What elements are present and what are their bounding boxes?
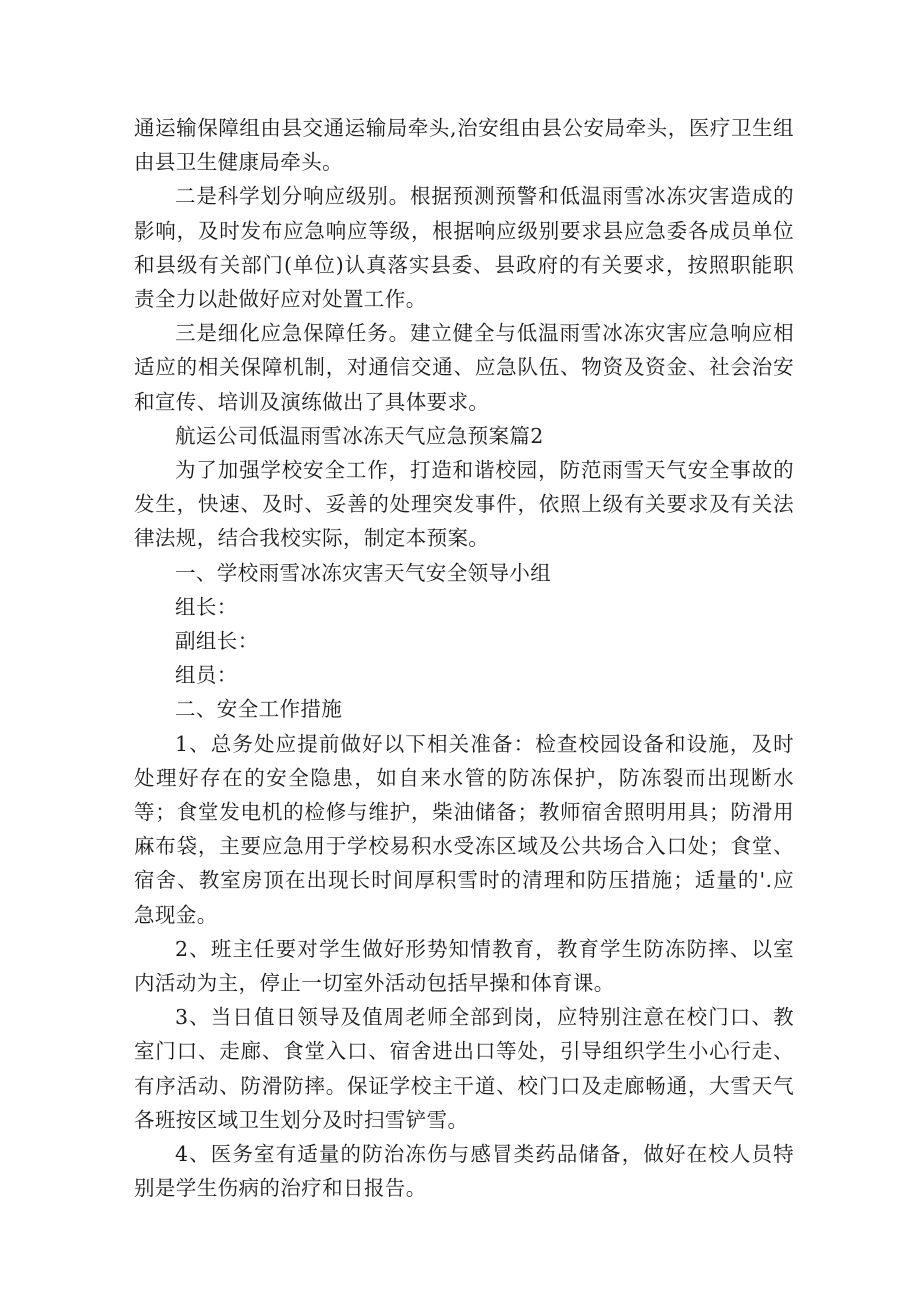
section-heading-plan-2: 航运公司低温雨雪冰冻天气应急预案篇2: [175, 423, 544, 448]
line-members: 组员：: [175, 663, 238, 688]
measure-item-3: 3、当日值日领导及值周老师全部到岗，应特别注意在校门口、教室门口、走廊、食堂入口、宿舍进出口等处，引导组织学生小心行走、有序活动、防滑防摔。保证学校主干道、校门口及走廊畅通，大雪天气各班按区域卫生划分及时扫雪铲雪。: [134, 1005, 794, 1132]
line-deputy-leader: 副组长：: [175, 629, 259, 654]
paragraph-response-levels: 二是科学划分响应级别。根据预测预警和低温雨雪冰冻灾害造成的影响，及时发布应急响应等级，根据响应级别要求县应急委各成员单位和县级有关部门(单位)认真落实县委、县政府的有关要求，按照职能职责全力以赴做好应对处置工作。: [134, 184, 794, 312]
measure-item-4: 4、医务室有适量的防治冻伤与感冒类药品储备，做好在校人员特别是学生伤病的治疗和日报告。: [134, 1142, 794, 1201]
line-group-leader: 组长：: [175, 594, 238, 619]
measure-item-2: 2、班主任要对学生做好形势知情教育，教育学生防冻防摔、以室内活动为主，停止一切室外活动包括早操和体育课。: [134, 936, 794, 996]
measure-item-1: 1、总务处应提前做好以下相关准备：检查校园设备和设施，及时处理好存在的安全隐患，如自来水管的防冻保护，防冻裂而出现断水等；食堂发电机的检修与维护，柴油储备；教师宿舍照明用具；防滑用麻布袋，主要应急用于学校易积水受冻区域及公共场合入口处；食堂、宿舍、教室房顶在出现长时间厚积雪时的清理和防压措施；适量的'.应急现金。: [134, 731, 794, 927]
document-body: [134, 111, 794, 1206]
heading-leadership-group: 一、学校雨雪冰冻灾害天气安全领导小组: [175, 560, 552, 585]
paragraph-continuation: 通运输保障组由县交通运输局牵头,治安组由县公安局牵头，医疗卫生组由县卫生健康局牵头。: [134, 116, 794, 175]
paragraph-intro: 为了加强学校安全工作，打造和谐校园，防范雨雪天气安全事故的发生，快速、及时、妥善的处理突发事件，依照上级有关要求及有关法律法规，结合我校实际，制定本预案。: [134, 458, 794, 551]
heading-safety-measures: 二、安全工作措施: [175, 697, 343, 722]
paragraph-emergency-tasks: 三是细化应急保障任务。建立健全与低温雨雪冰冻灾害应急响应相适应的相关保障机制，对通信交通、应急队伍、物资及资金、社会治安和宣传、培训及演练做出了具体要求。: [134, 321, 794, 414]
